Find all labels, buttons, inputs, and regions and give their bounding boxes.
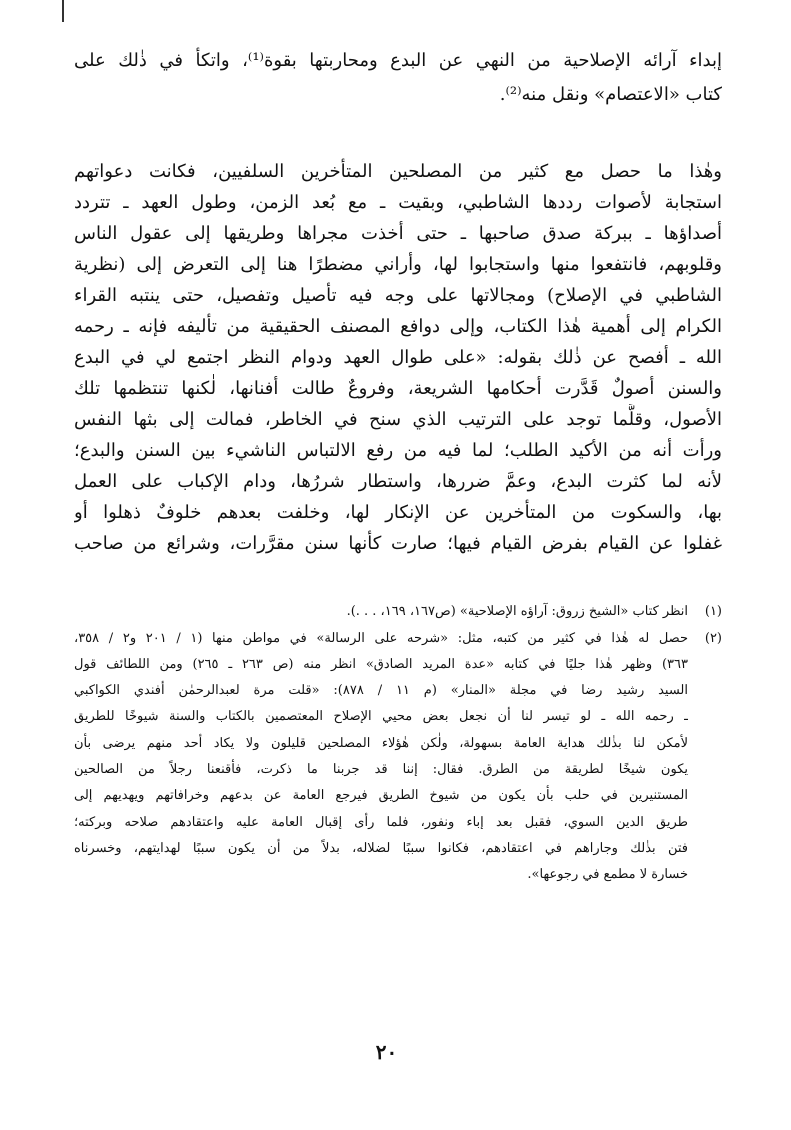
document-page [74, 44, 722, 888]
body-paragraph [74, 156, 722, 560]
body-line: كتاب «الاعتصام» ونقل منه⁽²⁾. [499, 84, 722, 106]
footnote-text [74, 626, 688, 889]
body-line: وقلوبهم، فانتفعوا منها واستجابوا لها، وأراني مضطرًا هنا إلى التعرض إلى (نظرية [74, 253, 722, 275]
body-line: بها، والسكوت من المتأخرين عن الإنكار لها، وخلفت بعدهم خلوفٌ ذهلوا أو [74, 502, 722, 524]
body-line: غفلوا عن القيام بفرض القيام فيها؛ صارت كأنها سنن مقرَّرات، وشرائع من صاحب [74, 533, 722, 555]
body-line: الشاطبي في الإصلاح) ومجالاتها على وجه فيه تأصيل وتفصيل، حتى ينتبه القراء [74, 284, 722, 306]
body-line: إبداء آرائه الإصلاحية من النهي عن البدع ومحاربتها بقوة⁽¹⁾، واتكأ في ذٰلك على [74, 50, 722, 71]
footnote-line: خسارة لا مطمع في رجوعها». [527, 867, 688, 883]
footnote-line: يكون شيخًا لطريقة من الطرق. فقال: إننا قد جربنا ما ذكرت، فأقنعنا رجلاً من الصالحين [74, 761, 688, 777]
body-line: استجابة لأصوات رددها الشاطبي، وبقيت ـ مع بُعد الزمن، وطول العهد ـ تتردد [74, 191, 722, 213]
footnote-marker: (٢) [704, 630, 722, 646]
footnote-line: انظر كتاب «الشيخ زروق: آراؤه الإصلاحية» (ص١٦٧، ١٦٩، . . .). [346, 604, 688, 620]
body-line: لأنه لما كثرت البدع، وعمَّ ضررها، واستطار شررُها، ودام الإكباب على العمل [74, 471, 722, 493]
footnote-line: حصل له هٰذا في كثير من كتبه، مثل: «شرحه على الرسالة» في مواطن منها (١ / ٢٠١ و٢ / ٣٥٨، [74, 630, 688, 646]
footnote-line: السيد رشيد رضا في مجلة «المنار» (م ١١ / ٨٧٨): «قلت مرة لعبدالرحمٰن أفندي الكواكبي [74, 683, 688, 699]
body-line: الله ـ أفصح عن ذٰلك بقوله: «على طوال العهد ودوام النظر اجتمع لي في البدع [74, 346, 722, 368]
body-line: وهٰذا ما حصل مع كثير من المصلحين المتأخرين السلفيين، فكانت دعواتهم [74, 160, 722, 182]
page-number: ٢٠ [375, 1040, 398, 1064]
body-line: أصداؤها ـ ببركة صدق صاحبها ـ حتى أخذت مجراها وطريقها إلى عقول الناس [74, 222, 722, 244]
body-line: والسنن أصولٌ قَدَّرت أحكامها الشريعة، وفروعٌ طالت أفنانها، لٰكنها تنتظمها تلك [74, 377, 722, 399]
footnote-line: ـ رحمه الله ـ لو تيسر لنا أن نجعل بعض محيي الإصلاح المعتصمين بالكتاب والسنة شيوخًا للطريق [74, 709, 688, 725]
footnote [74, 599, 722, 625]
body-paragraph [74, 44, 722, 113]
footnote-text [74, 599, 688, 625]
footnote-line: ٣٦٣) وظهر هٰذا جليًا في كتابه «عدة المريد الصادق» انظر منه (ص ٢٦٣ ـ ٢٦٥) ومن اللطائف قول [74, 656, 688, 672]
footnote [74, 626, 722, 889]
footnote-line: المستنيرين في حلب بأن يكون من شيوخ الطريق فيرجع العامة عن بدعهم وخرافاتهم ويهديهم إلى [74, 788, 688, 804]
footnote-line: لأمكن لنا بذٰلك هداية العامة بسهولة، ولٰكن هٰؤلاء المصلحين قليلون ولا يكاد أحد منهم يرضى بأن [74, 735, 688, 751]
footnote-marker: (١) [704, 604, 722, 620]
body-line: الكرام إلى أهمية هٰذا الكتاب، وإلى دوافع المصنف الحقيقية من تأليفه فإنه ـ رحمه [74, 315, 722, 337]
body-line: الأصول، وقلَّما توجد على الترتيب الذي سنح في الخاطر، فمالت إلى بثها النفس [74, 408, 722, 430]
footnote-line: طريق الدين السوي، فقبل بعد إباء ونفور، فلما رأى إقبال العامة عليه واعتقادهم صلاحه وبركته؛ [74, 814, 688, 830]
paragraph-gap [74, 113, 722, 156]
scan-edge-mark [62, 0, 64, 22]
footnote-separator [74, 559, 722, 599]
body-line: ورأت أنه من الأكيد الطلب؛ لما فيه من رفع الالتباس الناشيء بين السنن والبدع؛ [74, 440, 722, 462]
footnote-line: فتن بذٰلك وجاراهم في اعتقادهم، فكانوا سببًا لضلاله، بدلاً من أن يكون سببًا لهدايتهم، وخسرناه [74, 840, 688, 856]
